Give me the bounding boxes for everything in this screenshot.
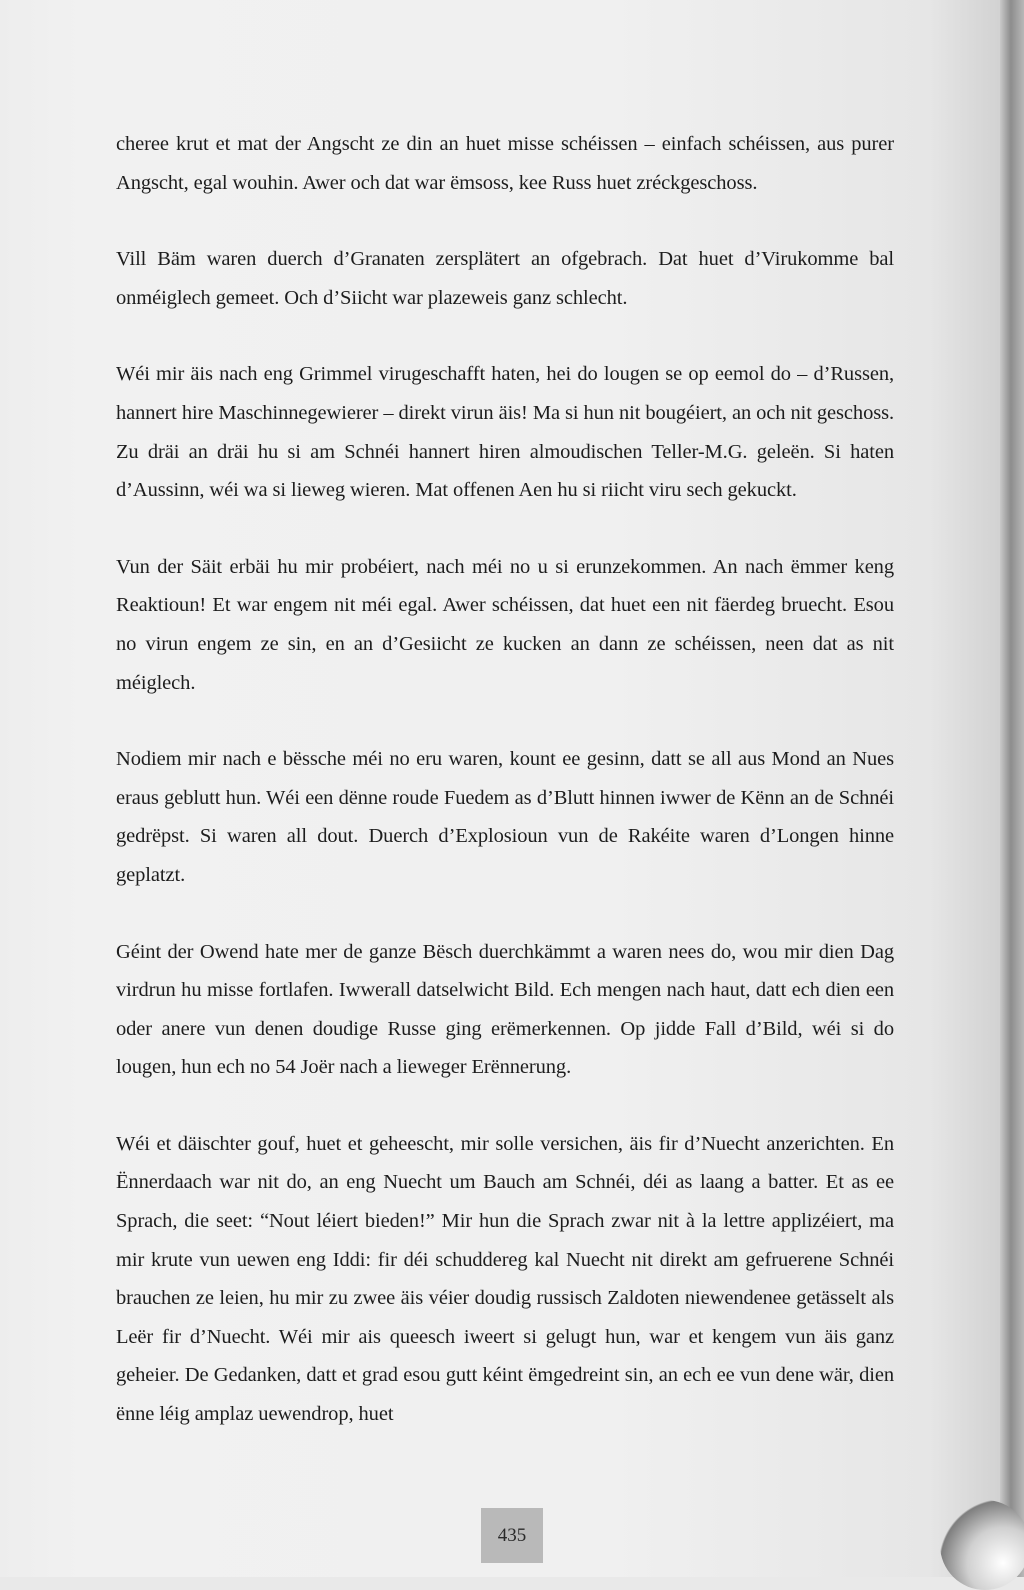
paragraph-3: Wéi mir äis nach eng Grimmel virugeschafft haten, hei do lougen se op eemol do – d’Russen, hannert hire Maschinnegewierer – direkt virun äis! Ma si hun nit bougéiert, an och nit geschoss. Zu dräi an dräi hu si am Schnéi hannert hiren almoudischen Teller-M.G. geleën. Si haten d’Aussinn, wéi wa si lieweg wieren. Mat offenen Aen hu si riicht viru sech gekuckt. <box>116 363 894 502</box>
paragraph-6: Géint der Owend hate mer de ganze Bësch duerchkämmt a waren nees do, wou mir dien Dag virdrun hu misse fortlafen. Iwwerall datselwicht Bild. Ech mengen nach haut, datt ech dien een oder anere vun denen doudige Russe ging erëmerkennen. Op jidde Fall d’Bild, wéi si do lougen, hun ech no 54 Joër nach a lieweger Erënnerung. <box>116 940 894 1079</box>
paragraph-7: Wéi et däischter gouf, huet et geheescht, mir solle versichen, äis fir d’Nuecht anzerichten. En Ënnerdaach war nit do, an eng Nuecht um Bauch am Schnéi, déi as laang a batter. Et as ee Sprach, die seet: “Nout léiert bieden!” Mir hun die Sprach zwar nit à la lettre applizéiert, ma mir krute vun uewen eng Iddi: fir déi schuddereg kal Nuecht nit direkt am gefruerene Schnéi brauchen ze leien, hu mir zu zwee äis véier doudig russisch Zaldoten niewendenee getässelt als Leër fir d’Nuecht. Wéi mir ais queesch iweert si gelugt hun, war et kengem vun äis ganz geheier. De Gedanken, datt et grad esou gutt kéint ëmgedreint sin, an ech ee vun dene wär, dien ënne léig amplaz uewendrop, huet <box>116 1132 894 1426</box>
paragraph-4: Vun der Säit erbäi hu mir probéiert, nach méi no u si erunzekommen. An nach ëmmer keng Reaktioun! Et war engem nit méi egal. Awer schéissen, dat huet een nit fäerdeg bruecht. Esou no virun engem ze sin, en an d’Gesiicht ze kucken an dann ze schéissen, neen dat as nit méiglech. <box>116 555 894 694</box>
body-text <box>116 125 894 1472</box>
paragraph-5: Nodiem mir nach e bëssche méi no eru waren, kount ee gesinn, datt se all aus Mond an Nues eraus geblutt hun. Wéi een dënne roude Fuedem as d’Blutt hinnen iwwer de Kënn an de Schnéi gedrëpst. Si waren all dout. Duerch d’Explosioun vun de Rakéite waren d’Longen hinne geplatzt. <box>116 748 894 886</box>
paragraph-1: cheree krut et mat der Angscht ze din an huet misse schéissen – einfach schéissen, aus purer Angscht, egal wouhin. Awer och dat war ëmsoss, kee Russ huet zréckgeschoss. <box>116 133 894 194</box>
book-gutter <box>1000 0 1024 1577</box>
paragraph-2: Vill Bäm waren duerch d’Granaten zersplätert an ofgebrach. Dat huet d’Virukomme bal onméiglech gemeet. Och d’Siicht war plazeweis ganz schlecht. <box>116 248 894 309</box>
page-number: 435 <box>497 1524 527 1546</box>
page-number-box <box>481 1508 543 1563</box>
